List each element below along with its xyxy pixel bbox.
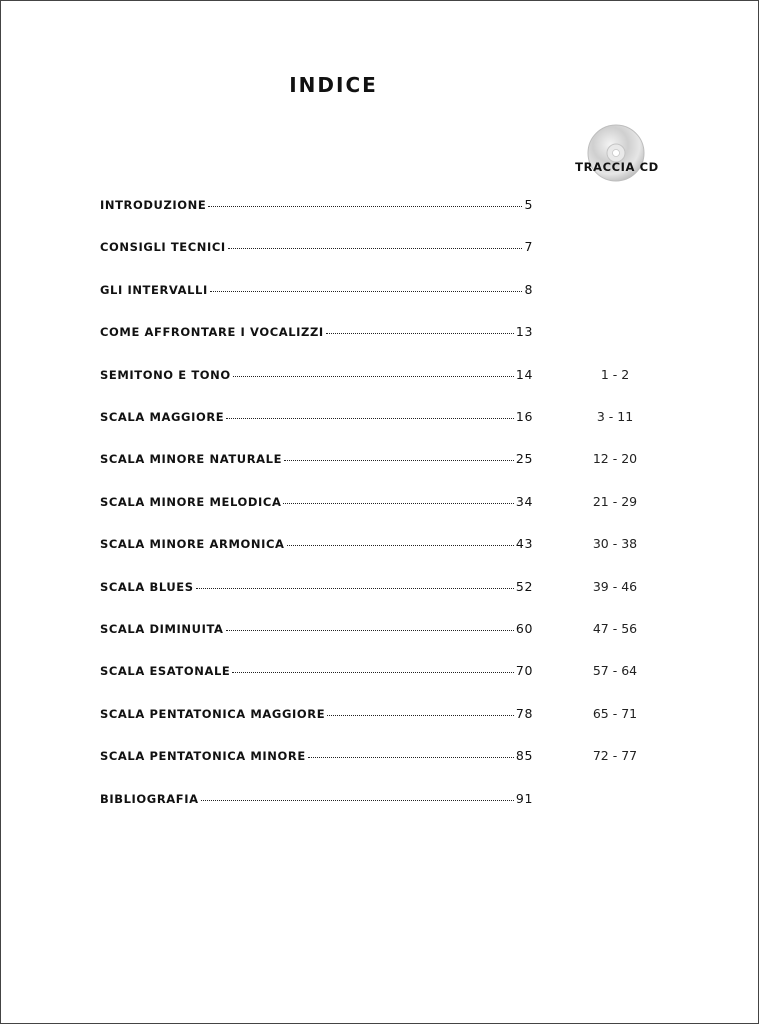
toc-row [100, 579, 660, 599]
toc-page-number: 78 [515, 705, 533, 721]
toc-page-number: 52 [515, 578, 533, 594]
toc-entry-title: SCALA PENTATONICA MAGGIORE [100, 706, 326, 721]
toc-page-number: 34 [515, 493, 533, 509]
toc-page-number: 85 [515, 748, 533, 764]
dot-leader [228, 248, 523, 249]
toc-entry [100, 706, 533, 721]
toc-row [100, 239, 660, 259]
toc-entry [100, 282, 533, 297]
toc-entry-title: INTRODUZIONE [100, 198, 207, 212]
dot-leader [226, 630, 514, 631]
toc-page-number: 60 [515, 621, 533, 636]
toc-page-number: 25 [515, 451, 533, 467]
toc-cd-track: 57 - 64 [592, 663, 638, 679]
toc-row [100, 324, 660, 344]
dot-leader [287, 545, 514, 546]
dot-leader [308, 757, 514, 758]
toc-row [100, 282, 660, 302]
cd-track-header: TRACCIA CD [575, 160, 659, 174]
toc-entry [100, 409, 533, 424]
dot-leader [201, 800, 514, 801]
toc-row [100, 706, 660, 726]
toc-entry-title: SCALA MAGGIORE [100, 410, 225, 424]
toc-row [100, 451, 660, 471]
toc-cd-track: 30 - 38 [592, 536, 638, 552]
toc-entry [100, 451, 533, 466]
toc-cd-track: 12 - 20 [592, 451, 638, 467]
dot-leader [327, 715, 514, 716]
toc-cd-track: 47 - 56 [592, 621, 638, 636]
toc-page-number: 7 [524, 239, 533, 255]
toc-entry-title: SCALA MINORE NATURALE [100, 452, 283, 467]
toc-row [100, 197, 660, 217]
toc-row [100, 409, 660, 429]
toc-page-number: 8 [524, 281, 533, 297]
dot-leader [208, 206, 522, 207]
toc-page-number: 70 [515, 663, 533, 679]
dot-leader [232, 672, 514, 673]
dot-leader [196, 588, 514, 589]
toc-entry-title: CONSIGLI TECNICI [100, 240, 226, 255]
toc-entry-title: SCALA ESATONALE [100, 664, 231, 679]
toc-entry [100, 748, 533, 763]
toc-cd-track: 65 - 71 [592, 705, 638, 721]
toc-entry [100, 239, 533, 254]
toc-entry-title: SCALA BLUES [100, 579, 194, 594]
toc-entry-title: SCALA MINORE ARMONICA [100, 537, 285, 552]
toc-cd-track: 72 - 77 [592, 748, 638, 764]
toc-page-number: 13 [515, 324, 533, 340]
toc-entry-title: SCALA PENTATONICA MINORE [100, 749, 306, 764]
toc-page-number: 43 [515, 536, 533, 552]
toc-row [100, 621, 660, 641]
toc-entry [100, 367, 533, 382]
toc-row [100, 748, 660, 768]
toc-entry-title: BIBLIOGRAFIA [100, 791, 199, 806]
toc-row [100, 536, 660, 556]
toc-entry-title: COME AFFRONTARE I VOCALIZZI [100, 325, 324, 340]
toc-page-number: 91 [515, 790, 533, 806]
dot-leader [226, 418, 514, 419]
toc-entry-title: SEMITONO E TONO [100, 367, 231, 382]
toc-page-number: 14 [515, 366, 533, 382]
toc-entry [100, 579, 533, 594]
toc-row [100, 367, 660, 387]
toc-entry-title: GLI INTERVALLI [100, 282, 208, 297]
toc-page-number: 16 [515, 409, 533, 424]
toc-entry [100, 324, 533, 339]
toc-entry [100, 536, 533, 551]
toc-entry-title: SCALA DIMINUITA [100, 622, 224, 636]
toc-cd-track: 3 - 11 [596, 409, 634, 424]
toc-row [100, 494, 660, 514]
toc-row [100, 791, 660, 811]
page-title: INDICE [289, 73, 378, 97]
toc-entry [100, 621, 533, 636]
toc-entry [100, 494, 533, 509]
toc-cd-track: 39 - 46 [592, 578, 638, 594]
dot-leader [233, 376, 514, 377]
dot-leader [284, 460, 514, 461]
toc-row [100, 663, 660, 683]
toc-entry [100, 791, 533, 806]
toc-entry [100, 663, 533, 678]
toc-cd-track: 1 - 2 [600, 366, 630, 382]
toc-cd-track: 21 - 29 [592, 493, 638, 509]
toc-entry [100, 197, 533, 212]
toc-entry-title: SCALA MINORE MELODICA [100, 494, 282, 509]
toc-page-number: 5 [524, 197, 533, 212]
dot-leader [283, 503, 513, 504]
dot-leader [210, 291, 523, 292]
dot-leader [326, 333, 514, 334]
